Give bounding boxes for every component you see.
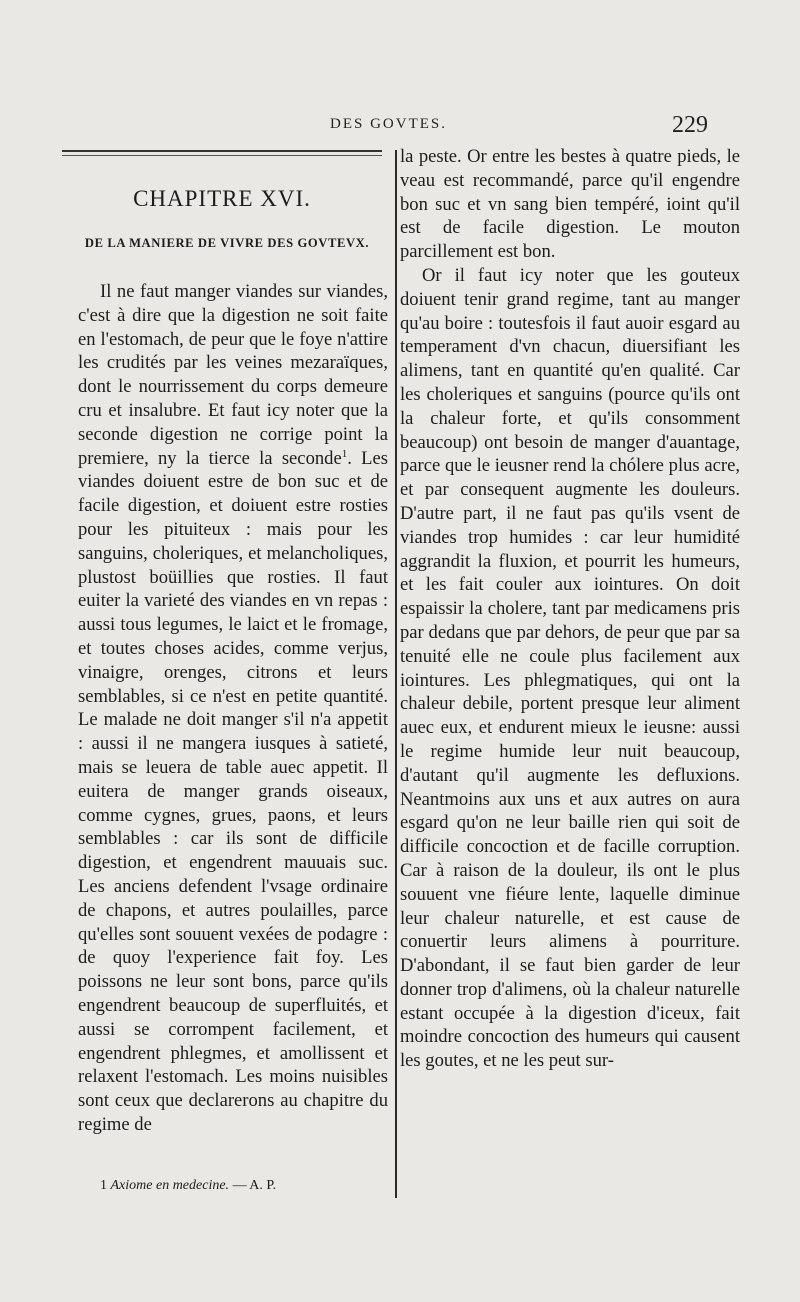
right-paragraph-1: la peste. Or entre les bestes à quatre pieds, le veau est recommandé, parce qu'il engendre bon suc et vn sang bien tempéré, ioint qu'il est de facile digestion. Le mouton parcillement est bon. — [400, 146, 740, 263]
page-number: 229 — [672, 112, 708, 138]
chapter-title: CHAPITRE XVI. — [133, 186, 311, 211]
column-divider — [395, 150, 397, 1198]
chapter-subtitle: DE LA MANIERE DE VIVRE DES GOVTEVX. — [84, 236, 370, 250]
left-column — [78, 280, 388, 1137]
left-paragraph — [78, 280, 388, 1137]
left-paragraph-text: Il ne faut manger viandes sur viandes, c'est à dire que la digestion ne soit faite en l'estomach, de peur que le foye n'attire les crudités par les veines mezaraïques, dont le nourrissement du corps demeure cru et insalubre. Et faut icy noter que la seconde digestion ne corrige point la premiere, ny la tierce la seconde — [78, 281, 388, 469]
running-head-title: DES GOVTES. — [330, 116, 448, 132]
footnote-marker: 1 — [100, 1178, 107, 1193]
footnote-attribution: — A. P. — [229, 1178, 277, 1193]
footnote — [100, 1178, 390, 1194]
running-head — [0, 112, 800, 140]
right-column — [400, 145, 740, 1073]
footnote-italic-text: Axiome en medecine. — [110, 1178, 230, 1193]
header-rule-thin — [62, 155, 382, 156]
right-paragraph-2: Or il faut icy noter que les gouteux doiuent tenir grand regime, tant au manger qu'au boire : toutesfois il faut auoir esgard au temperament d'vn chacun, diuersifiant les alimens, tant en quantité qu'en qualité. Car les choleriques et sanguins (pource qu'ils ont la chaleur forte, et qu'ils consomment beaucoup) ont besoin de manger d'auantage, parce que le ieusner rend la chólere plus acre, et par consequent augmente les douleurs. D'autre part, il ne faut pas qu'ils vsent de viandes trop humides : car leur humidité aggrandit la fluxion, et pourrit les humeurs, et les fait couler aux iointures. On doit espaissir la cholere, tant par medicamens pris par dedans que par dehors, de peur que par sa tenuité elle ne coule plus facilement aux iointures. Les phlegmatiques, qui ont la chaleur debile, portent presque leur aliment auec eux, et endurent mieux le ieusne: aussi le regime humide leur nuit beaucoup, d'autant qu'il augmente les defluxions. Neantmoins aux uns et aux autres on aura esgard qu'on ne leur baille rien qui soit de difficile concoction et de facille corruption. Car à raison de la douleur, ils ont le plus souuent vne fiéure lente, laquelle diminue leur chaleur naturelle, et est cause de conuertir leurs alimens à pourriture. D'abondant, il se faut bien garder de leur donner trop d'alimens, où la chaleur naturelle estant occupée à la digestion d'iceux, fait moindre concoction des humeurs qui causent les goutes, et ne les peut sur- — [400, 264, 740, 1072]
left-paragraph-text-cont: . Les viandes doiuent estre de bon suc et de facile digestion, et doiuent estre rosties pour les pituiteux : mais pour les sanguins, choleriques, et melancholiques, plustost boüillies que rosties. Il faut euiter la varieté des viandes en vn repas : aussi tous legumes, le laict et le fromage, et toutes choses acides, comme verjus, vinaigre, orenges, citrons et leurs semblables, si ce n'est en petite quantité. Le malade ne doit manger s'il n'a appetit : aussi il ne mangera iusques à satieté, mais se leuera de table auec appetit. Il euitera de manger grands oiseaux, comme cygnes, grues, paons, et leurs semblables : car ils sont de difficile digestion, et engendrent mauuais suc. Les anciens defendent l'vsage ordinaire de chapons, et autres poulailles, parce qu'elles sont souuent vexées de podagre : de quoy l'experience fait foy. Les poissons ne leur sont bons, parce qu'ils engendrent beaucoup de superfluités, et aussi se corrompent facilement, et engendrent phlegmes, et amollissent et relaxent l'estomach. Les moins nuisibles sont ceux que declarerons au chapitre du regime de — [78, 447, 388, 1135]
footnote-reference: 1 — [341, 447, 348, 460]
header-rule — [62, 150, 382, 152]
